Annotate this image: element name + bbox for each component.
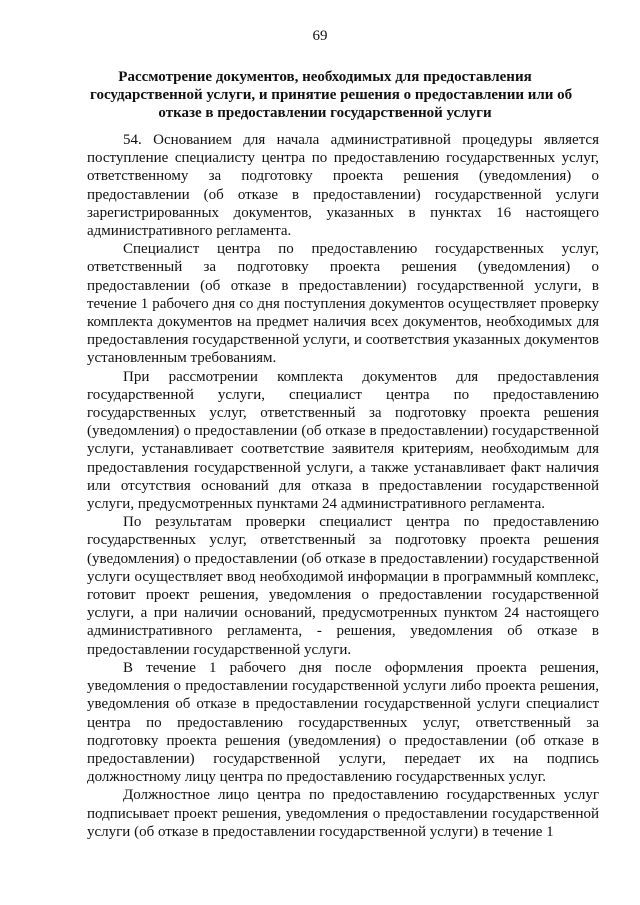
heading-line-1: Рассмотрение документов, необходимых для предоставления — [118, 69, 532, 85]
paragraph-review: При рассмотрении комплекта документов для предоставления государственной услуги, специалист центра по предоставлению государственных услуг, ответственный за подготовку проекта решения (уведомления) о предоставлении (об отказе в предоставлении) государственной услуги, устанавливает соответствие заявителя критериям, необходимым для предоставления государственной услуги, а также устанавливает факт наличия или отсутствия оснований для отказа в предоставлении государственной услуги, предусмотренных пунктами 24 административного регламента. — [87, 368, 599, 513]
section-heading — [90, 68, 573, 122]
paragraph-transfer: В течение 1 рабочего дня после оформления проекта решения, уведомления о предоставлении государственной услуги либо проекта решения, уведомления об отказе в предоставлении государственной услуги специалист центра по предоставлению государственных услуг, ответственный за подготовку проекта решения (уведомления) о предоставлении (об отказе в предоставлении) государственной услуги, передает их на подпись должностному лицу центра по предоставлению государственных услуг. — [87, 659, 599, 786]
paragraph-specialist-check: Специалист центра по предоставлению государственных услуг, ответственный за подготовку проекта решения (уведомления) о предоставлении (об отказе в предоставлении) государственной услуги, в течение 1 рабочего дня со дня поступления документов осуществляет проверку комплекта документов на предмет наличия всех документов, необходимых для предоставления государственной услуги, и соответствия указанных документов установленным требованиям. — [87, 241, 599, 367]
page-number: 69 — [312, 28, 328, 44]
document-body — [87, 131, 599, 841]
paragraph-54: 54. Основанием для начала административной процедуры является поступление специалисту центра по предоставлению государственных услуг, ответственному за подготовку проекта решения (уведомления) о предоставлении (об отказе в предоставлении) государственной услуги зарегистрированных документов, указанных в пунктах 16 настоящего административного регламента. — [87, 132, 599, 240]
paragraph-results: По результатам проверки специалист центра по предоставлению государственных услуг, ответственный за подготовку проекта решения (уведомления) о предоставлении (об отказе в предоставлении) государственной услуги осуществляет ввод необходимой информации в программный комплекс, готовит проект решения, уведомления о предоставлении государственной услуги, а при наличии оснований, предусмотренных пунктом 24 настоящего административного регламента, - решения, уведомления об отказе в предоставлении государственной услуги. — [87, 514, 599, 658]
heading-line-3: отказе в предоставлении государственной услуги — [158, 105, 492, 121]
heading-line-2: государственной услуги, и принятие решения о предоставлении или об — [90, 87, 573, 103]
paragraph-signing: Должностное лицо центра по предоставлению государственных услуг подписывает проект решения, уведомления о предоставлении государственной услуги (об отказе в предоставлении государственной услуги) в течение 1 — [87, 787, 599, 840]
